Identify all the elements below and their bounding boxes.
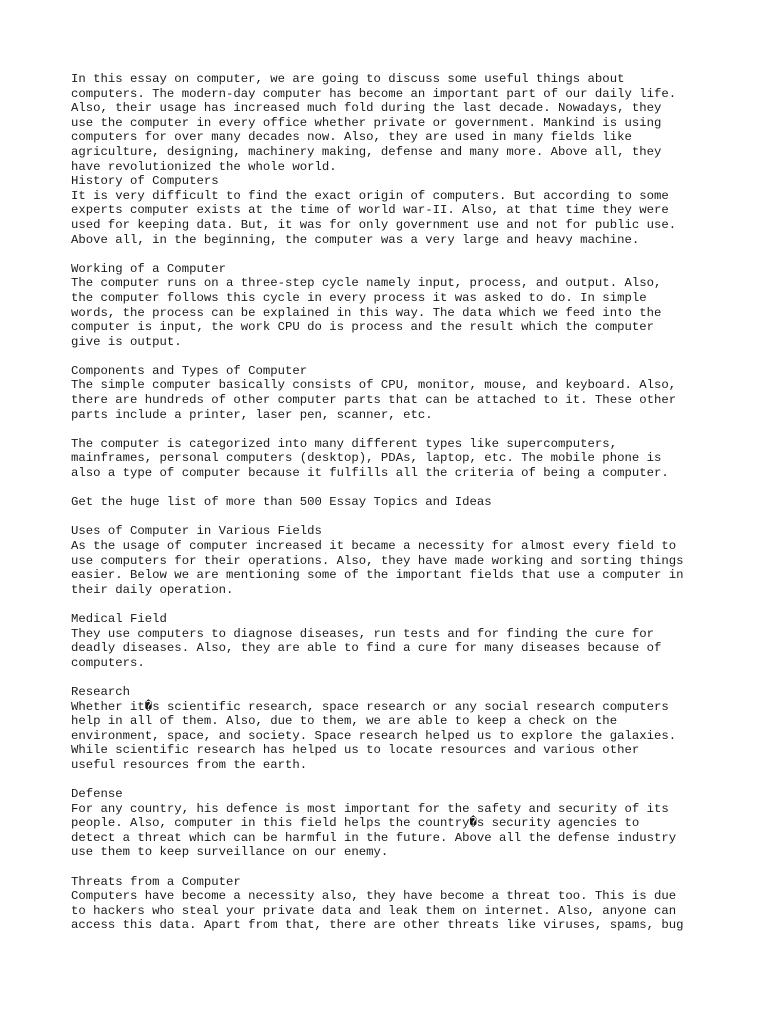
- blank-line: [71, 597, 711, 612]
- text-line: While scientific research has helped us to locate resources and various other: [71, 743, 640, 758]
- text-line: They use computers to diagnose diseases, run tests and for finding the cure for: [71, 626, 654, 641]
- text-line: give is output.: [71, 334, 182, 349]
- text-line: help in all of them. Also, due to them, we are able to keep a check on the: [71, 714, 618, 729]
- text-line: deadly diseases. Also, they are able to find a cure for many diseases because of: [71, 641, 662, 656]
- text-line: useful resources from the earth.: [71, 757, 308, 772]
- text-line: In this essay on computer, we are going to discuss some useful things about: [71, 72, 625, 86]
- text-line: computers. The modern-day computer has become an important part of our daily life.: [71, 86, 677, 101]
- text-line: to hackers who steal your private data and leak them on internet. Also, anyone can: [71, 903, 677, 918]
- text-line: use the computer in every office whether private or government. Mankind is using: [71, 115, 662, 130]
- text-line: Above all, in the beginning, the computer was a very large and heavy machine.: [71, 232, 640, 247]
- text-line: use them to keep surveillance on our enemy.: [71, 845, 389, 860]
- text-line: used for keeping data. But, it was for only government use and not for public use.: [71, 217, 677, 232]
- text-line: It is very difficult to find the exact origin of computers. But according to some: [71, 188, 669, 203]
- text-line: computers.: [71, 655, 145, 670]
- blank-line: [71, 247, 711, 262]
- text-line: parts include a printer, laser pen, scanner, etc.: [71, 407, 433, 422]
- blank-line: [71, 510, 711, 525]
- text-line: Research: [71, 684, 131, 699]
- text-line: access this data. Apart from that, there are other threats like viruses, spams, bug: [71, 918, 684, 933]
- text-line: The computer is categorized into many different types like supercomputers,: [71, 436, 618, 451]
- text-line: computer is input, the work CPU do is process and the result which the computer: [71, 320, 654, 335]
- text-line: History of Computers: [71, 174, 219, 189]
- text-line: experts computer exists at the time of world war-II. Also, at that time they were: [71, 203, 669, 218]
- blank-line: [71, 349, 711, 364]
- text-line: Medical Field: [71, 611, 167, 626]
- text-line: Threats from a Computer: [71, 874, 241, 889]
- blank-line: [71, 773, 711, 788]
- blank-line: [71, 481, 711, 496]
- text-line: For any country, his defence is most important for the safety and security of its: [71, 801, 669, 816]
- text-line: computers for over many decades now. Also, they are used in many fields like: [71, 130, 632, 145]
- text-line: agriculture, designing, machinery making, defense and many more. Above all, they: [71, 144, 662, 159]
- text-line: the computer follows this cycle in every process it was asked to do. In simple: [71, 290, 647, 305]
- text-line: The computer runs on a three-step cycle namely input, process, and output. Also,: [71, 276, 662, 291]
- text-line: The simple computer basically consists of CPU, monitor, mouse, and keyboard. Also,: [71, 378, 677, 393]
- text-line: mainframes, personal computers (desktop), PDAs, laptop, etc. The mobile phone is: [71, 451, 662, 466]
- text-line: Defense: [71, 787, 123, 802]
- text-line: As the usage of computer increased it became a necessity for almost every field to: [71, 539, 677, 553]
- text-line: Computers have become a necessity also, they have become a threat too. This is due: [71, 889, 677, 904]
- blank-line: [71, 422, 711, 437]
- text-line: Whether it�s scientific research, space research or any social research computers: [71, 699, 669, 714]
- text-line: have revolutionized the whole world.: [71, 159, 337, 174]
- text-line: their daily operation.: [71, 582, 234, 597]
- text-line: environment, space, and society. Space research helped us to explore the galaxies.: [71, 728, 677, 743]
- text-line: detect a threat which can be harmful in the future. Above all the defense industry: [71, 830, 677, 845]
- text-line: people. Also, computer in this field helps the country�s security agencies to: [71, 816, 640, 831]
- essay-text: [71, 72, 711, 933]
- text-line: there are hundreds of other computer parts that can be attached to it. These other: [71, 393, 677, 408]
- text-line: Working of a Computer: [71, 261, 226, 276]
- text-line: Get the huge list of more than 500 Essay Topics and Ideas: [71, 495, 492, 510]
- text-line: Also, their usage has increased much fold during the last decade. Nowadays, they: [71, 101, 662, 116]
- blank-line: [71, 670, 711, 685]
- text-line: also a type of computer because it fulfills all the criteria of being a computer.: [71, 466, 669, 481]
- text-line: Uses of Computer in Various Fields: [71, 524, 322, 539]
- blank-line: [71, 860, 711, 875]
- text-line: Components and Types of Computer: [71, 363, 308, 378]
- text-line: easier. Below we are mentioning some of the important fields that use a computer in: [71, 568, 684, 583]
- text-line: use computers for their operations. Also, they have made working and sorting things: [71, 553, 684, 568]
- text-line: words, the process can be explained in this way. The data which we feed into the: [71, 305, 662, 320]
